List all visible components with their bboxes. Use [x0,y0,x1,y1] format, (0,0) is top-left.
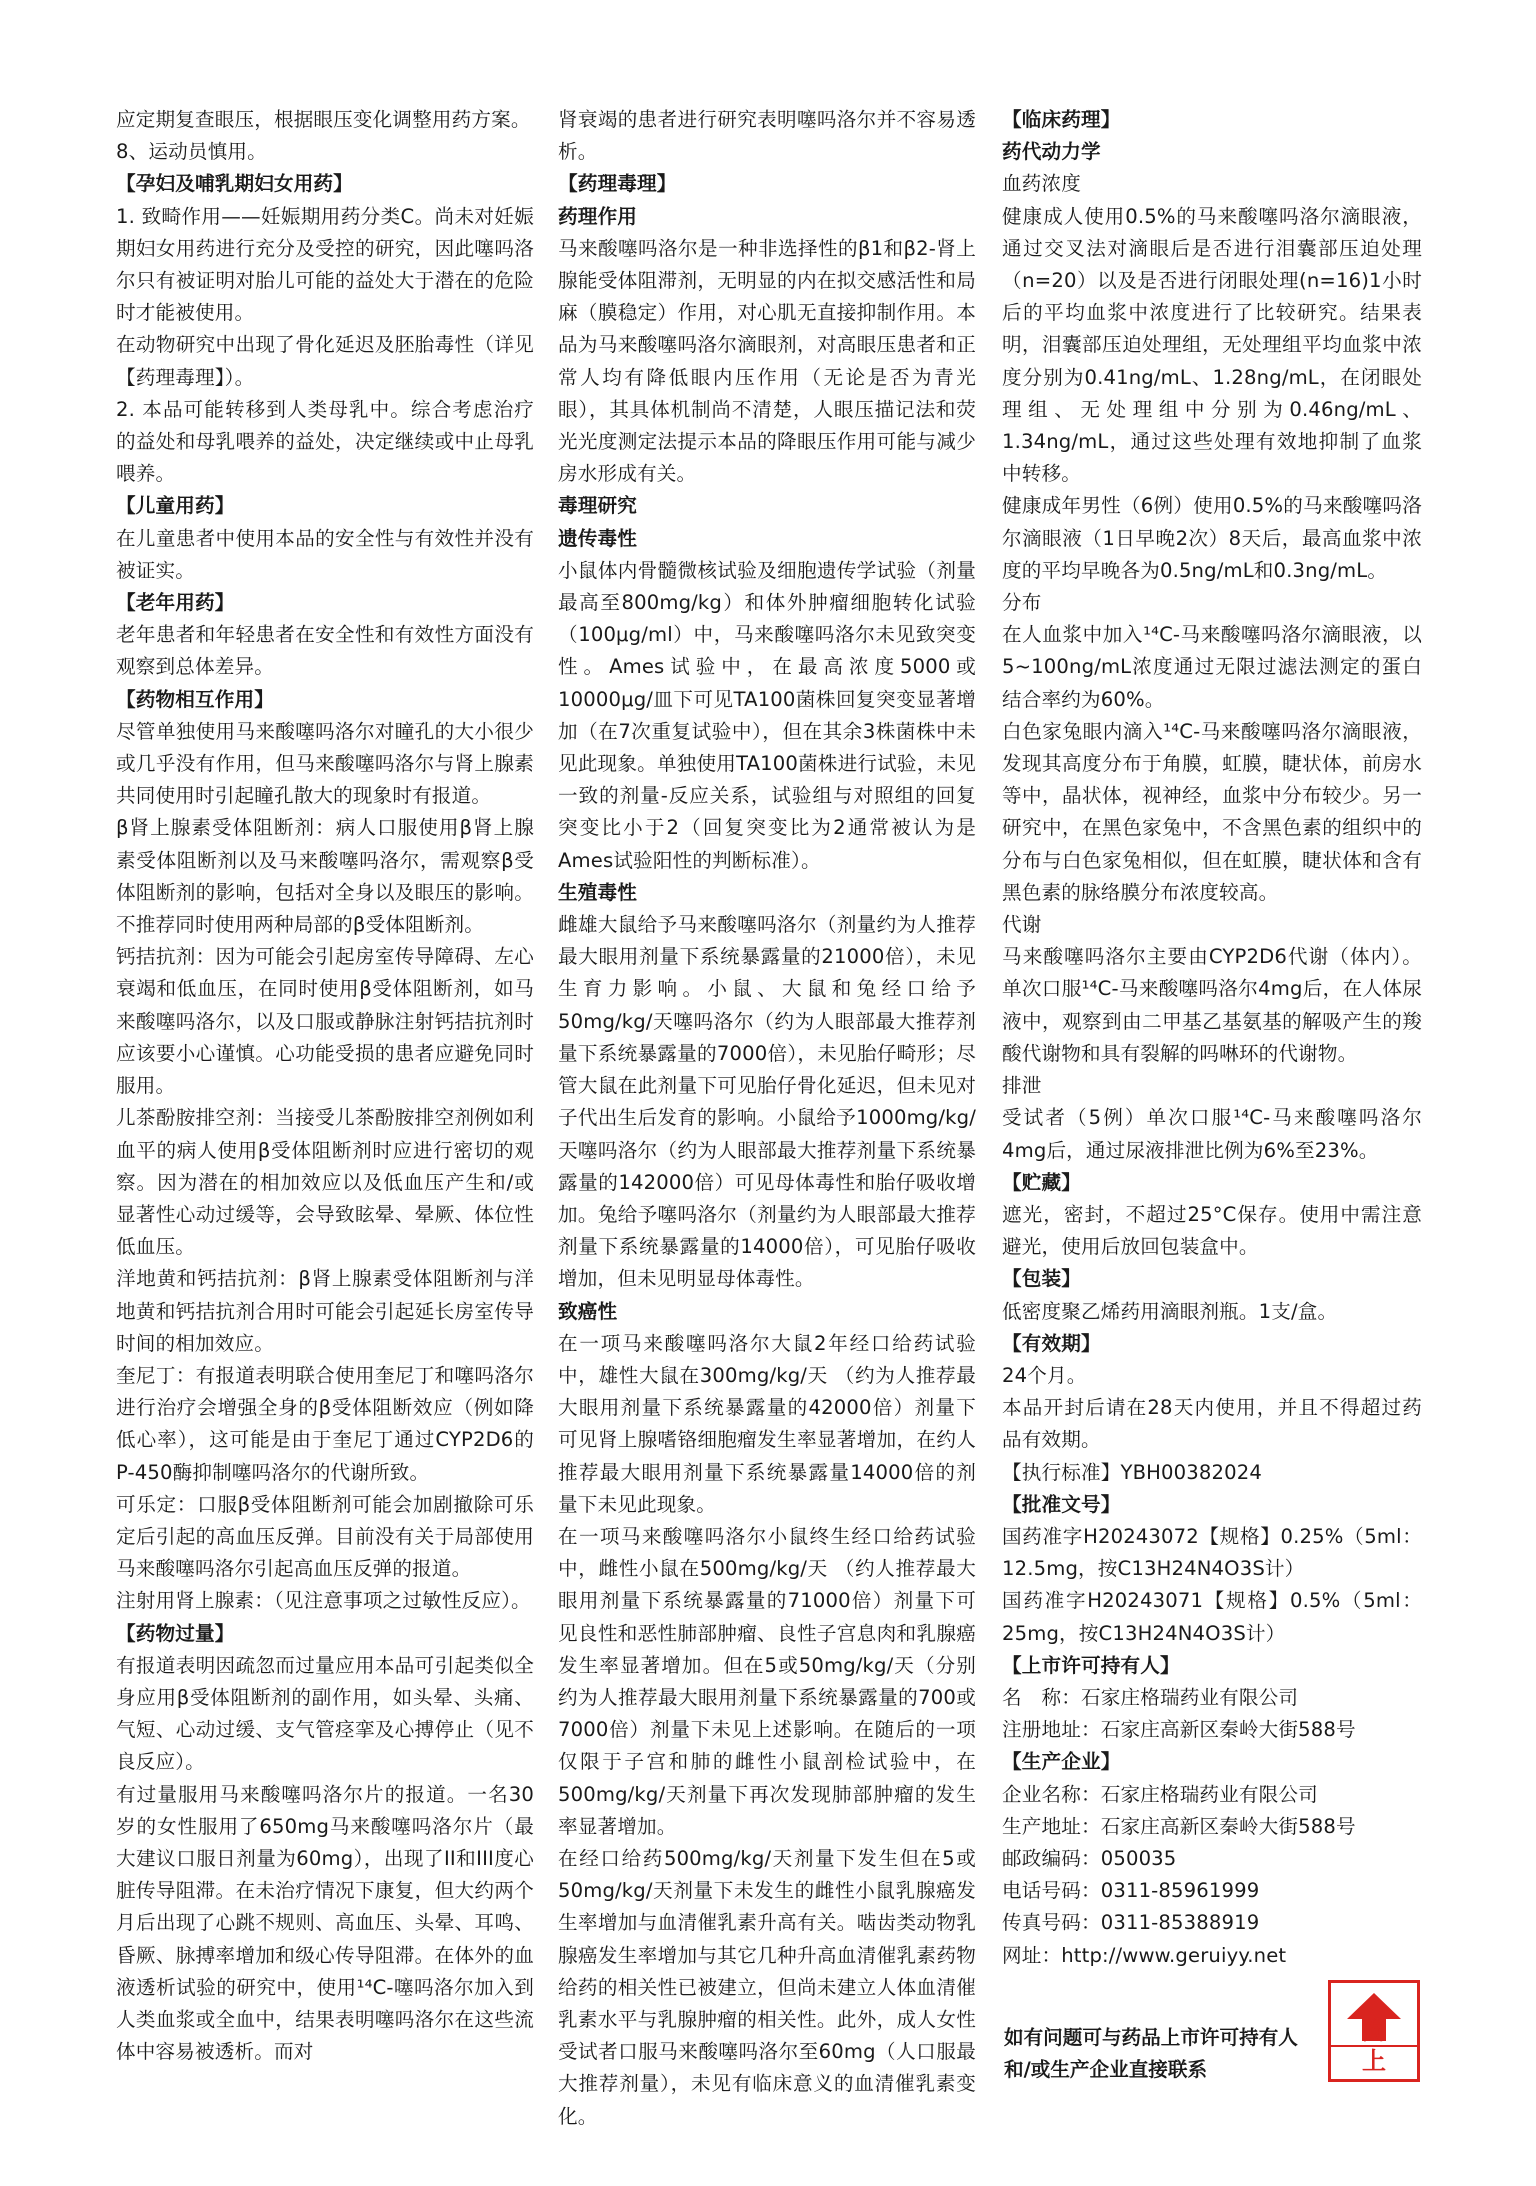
section-heading: 致癌性 [558,1299,618,1323]
paragraph: 在儿童患者中使用本品的安全性与有效性并没有被证实。 [116,526,534,582]
paragraph: 在一项马来酸噻吗洛尔小鼠终生经口给药试验中，雌性小鼠在500mg/kg/天 （约人推荐最大眼用剂量下系统暴露量的71000倍）剂量下可见良性和恶性肺部肿瘤、良性子宫息肉和乳腺癌发生率显著增加。但在5或50mg/kg/天（分别约为人推荐最大眼用剂量下系统暴露量的700或7000倍）剂量下未见上述影响。在随后的一项仅限于子宫和肺的雌性小鼠剖检试验中，在500mg/kg/天剂量下再次发现肺部肿瘤的发生率显著增加。 [558,1524,976,1838]
section-heading: 生殖毒性 [558,880,637,904]
paragraph: 8、运动员慎用。 [116,140,267,164]
paragraph: 血药浓度 [1002,172,1081,196]
paragraph: 本品开封后请在28天内使用，并且不得超过药品有效期。 [1002,1396,1422,1452]
paragraph: 传真号码：0311-85388919 [1002,1911,1260,1935]
paragraph: 【执行标准】YBH00382024 [1002,1460,1262,1484]
paragraph: β肾上腺素受体阻断剂：病人口服使用β肾上腺素受体阻断剂以及马来酸噻吗洛尔，需观察β受体阻断剂的影响，包括对全身以及眼压的影响。不推荐同时使用两种局部的β受体阻断剂。 [116,816,534,937]
paragraph: 儿茶酚胺排空剂：当接受儿茶酚胺排空剂例如利血平的病人使用β受体阻断剂时应进行密切的观察。因为潜在的相加效应以及低血压产生和/或显著性心动过缓等，会导致眩晕、晕厥、体位性低血压。 [116,1106,534,1259]
paragraph: 网址：http://www.geruiyy.net [1002,1943,1287,1967]
paragraph: 国药准字H20243072【规格】0.25%（5ml：12.5mg，按C13H24N4O3S计） [1002,1524,1422,1581]
paragraph: 注册地址：石家庄高新区秦岭大街588号 [1002,1718,1356,1742]
paragraph: 马来酸噻吗洛尔是一种非选择性的β1和β2-肾上腺能受体阻滞剂，无明显的内在拟交感活性和局麻（膜稳定）作用，对心肌无直接抑制作用。本品为马来酸噻吗洛尔滴眼剂，对高眼压患者和正常人均有降低眼内压作用（无论是否为青光眼），其具体机制尚不清楚，人眼压描记法和荧光光度测定法提示本品的降眼压作用可能与减少房水形成有关。 [558,236,976,486]
section-heading: 遗传毒性 [558,526,637,550]
paragraph: 1. 致畸作用——妊娠期用药分类C。尚未对妊娠期妇女用药进行充分及受控的研究，因此噻吗洛尔只有被证明对胎儿可能的益处大于潜在的危险时才能被使用。 [116,204,534,325]
paragraph: 注射用肾上腺素：（见注意事项之过敏性反应）。 [116,1589,531,1613]
paragraph: 在一项马来酸噻吗洛尔大鼠2年经口给药试验中，雄性大鼠在300mg/kg/天 （约为人推荐最大眼用剂量下系统暴露量的42000倍）剂量下可见肾上腺嗜铬细胞瘤发生率显著增加，在约人推荐最大眼用剂量下系统暴露量14000倍的剂量下未见此现象。 [558,1331,976,1516]
paragraph: 受试者（5例）单次口服¹⁴C-马来酸噻吗洛尔4mg后，通过尿液排泄比例为6%至23%。 [1002,1106,1422,1162]
section-heading: 【药理毒理】 [558,172,677,196]
paragraph: 健康成人使用0.5%的马来酸噻吗洛尔滴眼液，通过交叉法对滴眼后是否进行泪囊部压迫处理（n=20）以及是否进行闭眼处理(n=16)1小时后的平均血浆中浓度进行了比较研究。结果表明，泪囊部压迫处理组，无处理组平均血浆中浓度分别为0.41ng/mL、1.28ng/mL，在闭眼处理组、无处理组中分别为0.46ng/mL、1.34ng/mL，通过这些处理有效地抑制了血浆中转移。 [1002,204,1422,486]
section-heading: 毒理研究 [558,494,637,518]
paragraph: 企业名称：石家庄格瑞药业有限公司 [1002,1782,1318,1806]
section-heading: 【上市许可持有人】 [1002,1653,1180,1677]
paragraph: 分布 [1002,591,1042,615]
paragraph: 奎尼丁：有报道表明联合使用奎尼丁和噻吗洛尔进行治疗会增强全身的β受体阻断效应（例如降低心率），这可能是由于奎尼丁通过CYP2D6的P-450酶抑制噻吗洛尔的代谢所致。 [116,1363,534,1484]
paragraph: 钙拮抗剂：因为可能会引起房室传导障碍、左心衰竭和低血压，在同时使用β受体阻断剂，如马来酸噻吗洛尔，以及口服或静脉注射钙拮抗剂时应该要小心谨慎。心功能受损的患者应避免同时服用。 [116,945,534,1098]
section-heading: 【包装】 [1002,1267,1081,1291]
paragraph: 可乐定：口服β受体阻断剂可能会加剧撤除可乐定后引起的高血压反弹。目前没有关于局部使用马来酸噻吗洛尔引起高血压反弹的报道。 [116,1492,534,1581]
section-heading: 【贮藏】 [1002,1170,1081,1194]
paragraph: 邮政编码：050035 [1002,1846,1177,1870]
up-label: 向上 [1362,2017,1400,2075]
paragraph: 健康成年男性（6例）使用0.5%的马来酸噻吗洛尔滴眼液（1日早晚2次）8天后，最高血浆中浓度的平均早晚各为0.5ng/mL和0.3ng/mL。 [1002,494,1422,582]
paragraph: 马来酸噻吗洛尔主要由CYP2D6代谢（体内）。单次口服¹⁴C-马来酸噻吗洛尔4mg后，在人体尿液中，观察到由二甲基乙基氨基的解吸产生的羧酸代谢物和具有裂解的吗啉环的代谢物。 [1002,945,1422,1065]
section-heading: 【药物过量】 [116,1621,235,1645]
section-heading: 【药物相互作用】 [116,687,274,711]
section-heading: 【临床药理】 [1002,108,1121,131]
paragraph: 在经口给药500mg/kg/天剂量下发生但在5或50mg/kg/天剂量下未发生的雌性小鼠乳腺癌发生率增加与血清催乳素升高有关。啮齿类动物乳腺癌发生率增加与其它几种升高血清催乳素药物给药的相关性已被建立，但尚未建立人体血清催乳素水平与乳腺肿瘤的相关性。此外，成人女性受试者口服马来酸噻吗洛尔至60mg（人口服最大推荐剂量），未见有临床意义的血清催乳素变化。 [558,1846,976,2128]
contact-note: 如有问题可与药品上市许可持有人和/或生产企业直接联系 [1004,2026,1298,2081]
paragraph: 电话号码：0311-85961999 [1002,1879,1260,1903]
this-side-up-mark [1328,1980,1420,2082]
paragraph: 遮光，密封，不超过25°C保存。使用中需注意避光，使用后放回包装盒中。 [1002,1202,1422,1259]
section-heading: 【批准文号】 [1002,1492,1121,1516]
paragraph: 名 称：石家庄格瑞药业有限公司 [1002,1685,1299,1709]
section-heading: 药理作用 [558,204,637,228]
section-heading: 【孕妇及哺乳期妇女用药】 [116,172,353,196]
paragraph: 肾衰竭的患者进行研究表明噻吗洛尔并不容易透析。 [558,108,976,164]
paragraph: 24个月。 [1002,1363,1087,1387]
paragraph: 在人血浆中加入¹⁴C-马来酸噻吗洛尔滴眼液，以5~100ng/mL浓度通过无限过滤法测定的蛋白结合率约为60%。 [1002,623,1422,711]
column-2 [558,104,976,2133]
paragraph: 生产地址：石家庄高新区秦岭大街588号 [1002,1814,1356,1838]
paragraph: 排泄 [1002,1074,1042,1098]
paragraph: 国药准字H20243071【规格】0.5%（5ml：25mg，按C13H24N4O3S计） [1002,1589,1422,1645]
paragraph: 老年患者和年轻患者在安全性和有效性方面没有观察到总体差异。 [116,623,534,679]
paragraph: 应定期复查眼压，根据眼压变化调整用药方案。 [116,108,531,131]
section-heading: 【老年用药】 [116,591,235,615]
section-heading: 药代动力学 [1002,140,1101,164]
paragraph: 尽管单独使用马来酸噻吗洛尔对瞳孔的大小很少或几乎没有作用，但马来酸噻吗洛尔与肾上腺素共同使用时引起瞳孔散大的现象时有报道。 [116,719,534,808]
paragraph: 2. 本品可能转移到人类母乳中。综合考虑治疗的益处和母乳喂养的益处，决定继续或中止母乳喂养。 [116,397,534,486]
paragraph: 小鼠体内骨髓微核试验及细胞遗传学试验（剂量最高至800mg/kg）和体外肿瘤细胞转化试验（100μg/ml）中，马来酸噻吗洛尔未见致突变性。Ames试验中，在最高浓度5000或10000μg/皿下可见TA100菌株回复突变显著增加（在7次重复试验中），但在其余3株菌株中未见此现象。单独使用TA100菌株进行试验，未见一致的剂量-反应关系，试验组与对照组的回复突变比小于2（回复突变比为2通常被认为是Ames试验阳性的判断标准）。 [558,558,976,872]
section-heading: 【儿童用药】 [116,494,235,518]
paragraph: 有过量服用马来酸噻吗洛尔片的报道。一名30岁的女性服用了650mg马来酸噻吗洛尔片（最大建议口服日剂量为60mg），出现了II和III度心脏传导阻滞。在未治疗情况下康复，但大约两个月后出现了心跳不规则、高血压、头晕、耳鸣、昏厥、脉搏率增加和级心传导阻滞。在体外的血液透析试验的研究中，使用¹⁴C-噻吗洛尔加入到人类血浆或全血中，结果表明噻吗洛尔在这些流体中容易被透析。而对 [116,1782,534,2064]
column-3 [1002,104,1422,1972]
paragraph: 雌雄大鼠给予马来酸噻吗洛尔（剂量约为人推荐最大眼用剂量下系统暴露量的21000倍），未见生育力影响。小鼠、大鼠和兔经口给予50mg/kg/天噻吗洛尔（约为人眼部最大推荐剂量下系统暴露量的7000倍），未见胎仔畸形；尽管大鼠在此剂量下可见胎仔骨化延迟，但未见对子代出生后发育的影响。小鼠给予1000mg/kg/天噻吗洛尔（约为人眼部最大推荐剂量下系统暴露量的142000倍）可见母体毒性和胎仔吸收增加。兔给予噻吗洛尔（剂量约为人眼部最大推荐剂量下系统暴露量的14000倍），可见胎仔吸收增加，但未见明显母体毒性。 [558,913,976,1291]
section-heading: 【生产企业】 [1002,1750,1121,1774]
paragraph: 低密度聚乙烯药用滴眼剂瓶。1支/盒。 [1002,1299,1338,1323]
paragraph: 代谢 [1002,913,1042,937]
paragraph: 白色家兔眼内滴入¹⁴C-马来酸噻吗洛尔滴眼液，发现其高度分布于角膜，虹膜，睫状体，前房水等中，晶状体，视神经，血浆中分布较少。另一研究中，在黑色家兔中，不含黑色素的组织中的分布与白色家兔相似，但在虹膜，睫状体和含有黑色素的脉络膜分布浓度较高。 [1002,719,1422,904]
paragraph: 有报道表明因疏忽而过量应用本品可引起类似全身应用β受体阻断剂的副作用，如头晕、头痛、气短、心动过缓、支气管痉挛及心搏停止（见不良反应）。 [116,1653,534,1774]
paragraph: 洋地黄和钙拮抗剂：β肾上腺素受体阻断剂与洋地黄和钙拮抗剂合用时可能会引起延长房室传导时间的相加效应。 [116,1267,534,1355]
column-1 [116,104,534,2068]
paragraph: 在动物研究中出现了骨化延迟及胚胎毒性（详见【药理毒理】）。 [116,333,534,389]
section-heading: 【有效期】 [1002,1331,1101,1355]
